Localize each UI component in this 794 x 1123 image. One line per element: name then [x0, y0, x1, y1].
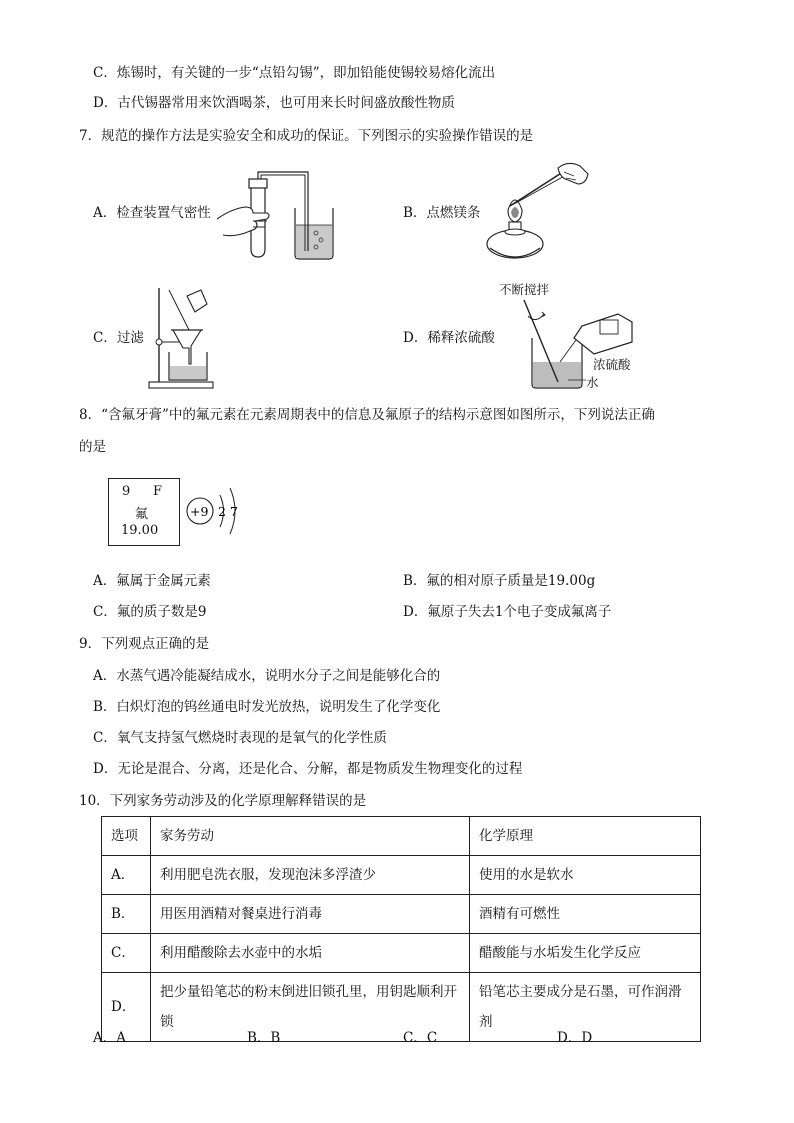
row-principle: 使用的水是软水: [470, 856, 701, 895]
q10-option-d: D．D: [557, 1030, 593, 1046]
label-continuous-stirring: 不断搅拌: [499, 282, 550, 297]
header-principle: 化学原理: [470, 817, 701, 856]
q8-option-a: A．氟属于金属元素: [93, 573, 211, 589]
q9-option-a: A．水蒸气遇冷能凝结成水，说明水分子之间是能够化合的: [93, 668, 441, 684]
shell-1-electrons: 2: [218, 504, 226, 519]
element-name: 氟: [135, 507, 149, 522]
row-housework: 利用醋酸除去水壶中的水垢: [151, 934, 470, 973]
q8-option-d: D．氟原子失去1个电子变成氟离子: [403, 604, 612, 620]
q7-option-b: B．点燃镁条: [403, 205, 481, 221]
dilute-sulfuric-acid-figure: [518, 298, 638, 390]
q10-option-c: C．C: [403, 1030, 438, 1046]
q10-option-a: A．A: [93, 1030, 126, 1046]
q10-option-b: B．B: [247, 1030, 281, 1046]
q7-option-a: A．检查装置气密性: [93, 205, 211, 221]
shell-2-electrons: 7: [230, 504, 238, 519]
ignite-magnesium-figure: [482, 160, 592, 268]
q9-option-d: D．无论是混合、分离，还是化合、分解，都是物质发生物理变化的过程: [93, 761, 523, 777]
label-water: 水: [586, 375, 599, 390]
row-option: D．: [102, 973, 151, 1042]
table-row: [102, 934, 701, 973]
q8-option-b: B．氟的相对原子质量是19.00g: [403, 573, 596, 589]
row-housework: 把少量铅笔芯的粉末倒进旧锁孔里，用钥匙顺利开锁: [151, 973, 470, 1042]
row-housework: 利用肥皂洗衣服，发现泡沫多浮渣少: [151, 856, 470, 895]
header-housework: 家务劳动: [151, 817, 470, 856]
housework-table: [101, 816, 701, 1042]
table-row: [102, 973, 701, 1042]
q8-stem-line2: 的是: [79, 439, 106, 455]
q6-option-d: D．古代锡器常用来饮酒喝茶，也可用来长时间盛放酸性物质: [93, 95, 455, 111]
table-row: [102, 856, 701, 895]
airtightness-check-figure: [215, 163, 335, 263]
periodic-table-cell: [108, 478, 180, 546]
q6-option-c: C．炼锡时，有关键的一步“点铅勾锡”，即加铅能使锡较易熔化流出: [93, 65, 496, 81]
row-principle: 酒精有可燃性: [470, 895, 701, 934]
q9-option-b: B．白炽灯泡的钨丝通电时发光放热，说明发生了化学变化: [93, 699, 441, 715]
row-principle: 醋酸能与水垢发生化学反应: [470, 934, 701, 973]
q7-option-d: D．稀释浓硫酸: [403, 330, 495, 346]
label-concentrated-acid: 浓硫酸: [593, 357, 631, 372]
table-header-row: [102, 817, 701, 856]
q10-stem: 10．下列家务劳动涉及的化学原理解释错误的是: [79, 793, 367, 809]
q7-stem: 7．规范的操作方法是实验安全和成功的保证。下列图示的实验操作错误的是: [79, 128, 534, 144]
q9-option-c: C．氧气支持氢气燃烧时表现的是氧气的化学性质: [93, 730, 387, 746]
table-row: [102, 895, 701, 934]
relative-atomic-mass: 19.00: [121, 523, 159, 538]
row-option: C．: [102, 934, 151, 973]
nucleus-charge: +9: [190, 504, 209, 519]
q7-option-c: C．过滤: [93, 330, 144, 346]
row-housework: 用医用酒精对餐桌进行消毒: [151, 895, 470, 934]
row-principle: 铅笔芯主要成分是石墨，可作润滑剂: [470, 973, 701, 1042]
element-symbol: F: [153, 484, 163, 499]
atomic-structure-diagram: [180, 480, 246, 542]
header-option: 选项: [102, 817, 151, 856]
q8-stem-line1: 8．“含氟牙膏”中的氟元素在元素周期表中的信息及氟原子的结构示意图如图所示，下列说法正确: [79, 407, 655, 423]
atomic-number: 9: [122, 484, 131, 499]
filtration-figure: [147, 286, 217, 390]
q8-option-c: C．氟的质子数是9: [93, 604, 207, 620]
row-option: A．: [102, 856, 151, 895]
q9-stem: 9．下列观点正确的是: [79, 636, 210, 652]
row-option: B．: [102, 895, 151, 934]
